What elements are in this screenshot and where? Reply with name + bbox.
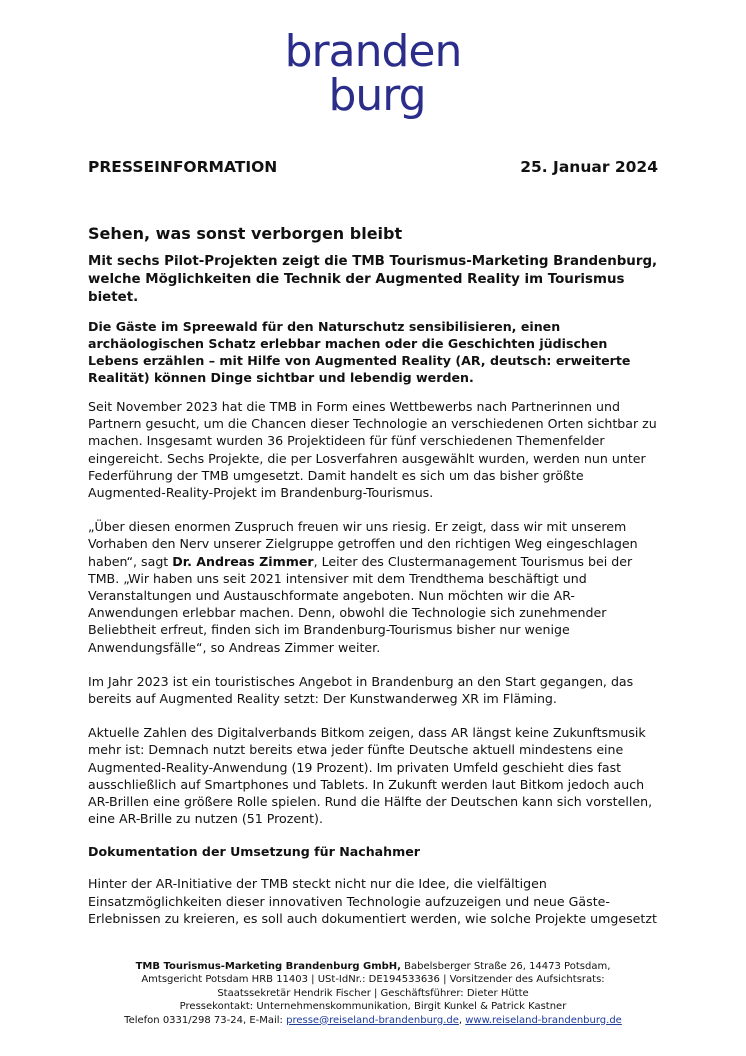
- paragraph-5: Hinter der AR-Initiative der TMB steckt nicht nur die Idee, die vielfältigen Einsatzmöglichkeiten dieser innovativen Technologie aufzuzeigen und neue Gäste-Erlebnissen zu kreieren, es soll auch dokumentiert werden, wie solche Projekte umgesetzt: [88, 876, 657, 926]
- paragraph-4: Aktuelle Zahlen des Digitalverbands Bitkom zeigen, dass AR längst keine Zukunftsmusik mehr ist: Demnach nutzt bereits etwa jeder fünfte Deutsche aktuell mindestens eine Augmented-Reality-Anwendung (19 Prozent). Im privaten Umfeld geschieht dies fast ausschließlich auf Smartphones und Tablets. In Zukunft werden laut Bitkom jedoch auch AR-Brillen eine größere Rolle spielen. Rund die Hälfte der Deutschen kann sich vorstellen, eine AR-Brille zu nutzen (51 Prozent).: [88, 725, 653, 827]
- paragraph-2-part-b: , Leiter des Clustermanagement Tourismus bei der TMB. „Wir haben uns seit 2021 intensiver mit dem Trendthema beschäftigt und Veranstaltungen und Austauschformate angeboten. Nun möchten wir die AR-Anwendungen erlebbar machen. Denn, obwohl die Technologie sich zunehmender Beliebtheit erfreut, finden sich im Brandenburg-Tourismus bisher nur wenige Anwendungsfälle“, so Andreas Zimmer weiter.: [88, 553, 633, 655]
- footer-line-4: Pressekontakt: Unternehmenskommunikation, Birgit Kunkel & Patrick Kastner: [179, 1001, 567, 1013]
- footer-company: TMB Tourismus-Marketing Brandenburg GmbH,: [135, 961, 401, 972]
- logo-line-1: branden: [284, 26, 462, 77]
- footer-address: Babelsberger Straße 26, 14473 Potsdam,: [400, 961, 611, 972]
- footer-line-2: Amtsgericht Potsdam HRB 11403 | USt-IdNr.: DE194533636 | Vorsitzender des Aufsichtsrats:: [141, 974, 605, 986]
- speaker-name: Dr. Andreas Zimmer: [172, 553, 314, 569]
- press-date: 25. Januar 2024: [520, 158, 658, 176]
- footer-separator: ,: [458, 1014, 466, 1026]
- paragraph-2: [88, 518, 660, 656]
- logo-line-2: burg: [328, 70, 426, 121]
- paragraph-2-part-a: „Über diesen enormen Zuspruch freuen wir uns riesig. Er zeigt, dass wir mit unserem Vorhaben den Nerv unserer Zielgruppe getroffen und den richtigen Weg eingeschlagen haben“, sagt: [88, 519, 638, 569]
- email-link[interactable]: presse@reiseland-brandenburg.de: [286, 1014, 459, 1026]
- article-teaser: Die Gäste im Spreewald für den Naturschutz sensibilisieren, einen archäologischen Schatz erlebbar machen oder die Geschichten jüdischen Lebens erzählen – mit Hilfe von Augmented Reality (AR, deutsch: erweiterte Realität) können Dinge sichtbar und lebendig werden.: [88, 319, 631, 385]
- paragraph-3: Im Jahr 2023 ist ein touristisches Angebot in Brandenburg an den Start gegangen, das bereits auf Augmented Reality setzt: Der Kunstwanderweg XR im Fläming.: [88, 673, 634, 707]
- article-subheadline: Mit sechs Pilot-Projekten zeigt die TMB Tourismus-Marketing Brandenburg, welche Möglichkeiten die Technik der Augmented Reality im Tourismus bietet.: [88, 254, 658, 305]
- section-heading: Dokumentation der Umsetzung für Nachahmer: [88, 844, 421, 860]
- footer-line-3: Staatssekretär Hendrik Fischer | Geschäftsführer: Dieter Hütte: [217, 987, 529, 999]
- article-headline: Sehen, was sonst verborgen bleibt: [88, 224, 403, 243]
- footer: [0, 960, 746, 1027]
- press-header: [88, 158, 658, 176]
- paragraph-1: Seit November 2023 hat die TMB in Form eines Wettbewerbs nach Partnerinnen und Partnern gesucht, um die Chancen dieser Technologie an verschiedenen Orten sichtbar zu machen. Insgesamt wurden 36 Projektideen für fünf verschiedenen Themenfelder eingereicht. Sechs Projekte, die per Losverfahren ausgewählt wurden, werden nun unter Federführung der TMB umgesetzt. Damit handelt es sich um das bisher größte Augmented-Reality-Projekt im Brandenburg-Tourismus.: [88, 399, 657, 501]
- footer-line-5: [0, 1014, 746, 1027]
- article-body: [88, 224, 660, 944]
- brandenburg-logo: [0, 26, 746, 121]
- footer-phone: Telefon 0331/298 73-24, E-Mail:: [124, 1014, 287, 1026]
- press-label: PRESSEINFORMATION: [88, 158, 278, 176]
- footer-line-1: [0, 960, 746, 973]
- website-link[interactable]: www.reiseland-brandenburg.de: [465, 1014, 622, 1026]
